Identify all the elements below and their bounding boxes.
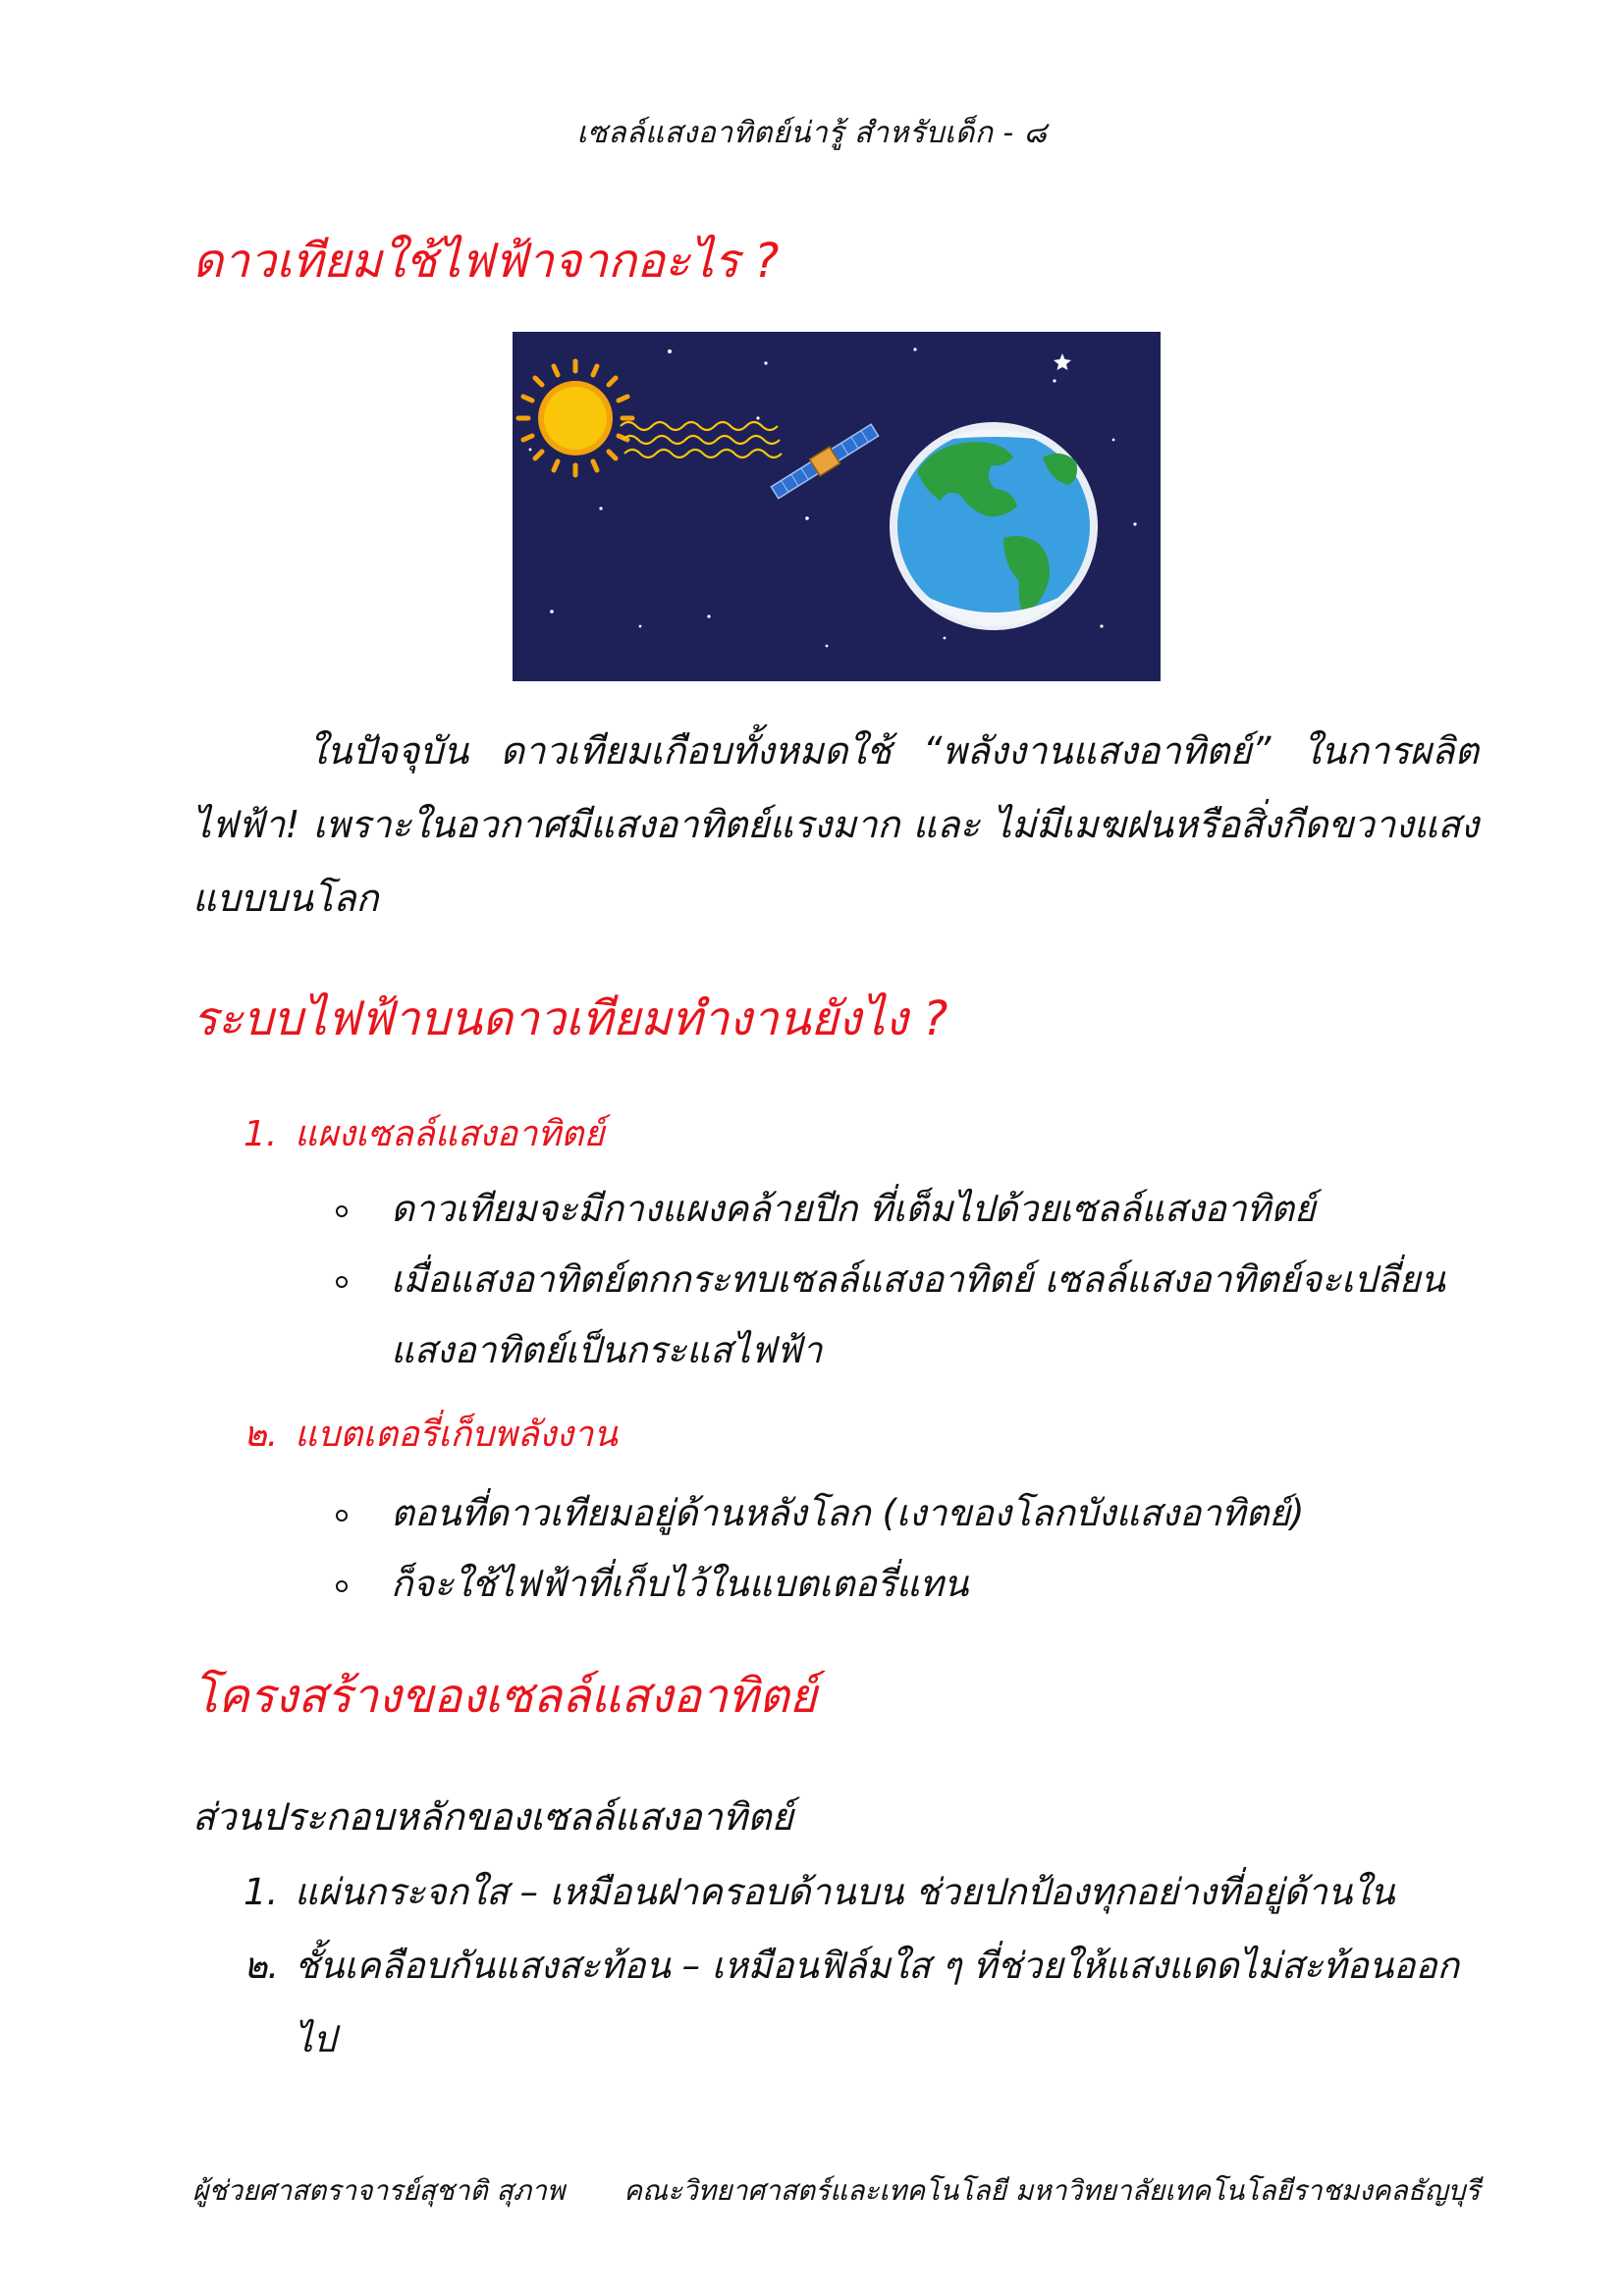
list-text: ชั้นเคลือบกันแสงสะท้อน – เหมือนฟิล์มใส ๆ ที่ช่วยให้แสงแดดไม่สะท้อนออกไป (295, 1945, 1460, 2060)
subheading-title: แผงเซลล์แสงอาทิตย์ (295, 1114, 605, 1154)
satellite-power-paragraph: ในปัจจุบัน ดาวเทียมเกือบทั้งหมดใช้ “พลังงานแสงอาทิตย์” ในการผลิตไฟฟ้า! เพราะในอวกาศมีแสงอาทิตย์แรงมาก และ ไม่มีเมฆฝนหรือสิ่งกีดขวางแสงแบบบนโลก (192, 729, 1479, 920)
list-item (244, 1855, 1483, 1929)
bullet-text: ดาวเทียมจะมีกางแผงคล้ายปีก ที่เต็มไปด้วยเซลล์แสงอาทิตย์ (391, 1188, 1316, 1230)
earth-icon (890, 422, 1098, 630)
structure-intro: ส่วนประกอบหลักของเซลล์แสงอาทิตย์ (192, 1795, 793, 1839)
section-heading-solar-cell-structure: โครงสร้างของเซลล์แสงอาทิตย์ (192, 1669, 817, 1724)
subheading-title: แบตเตอรี่เก็บพลังงาน (295, 1415, 618, 1455)
footer-department: คณะวิทยาศาสตร์และเทคโนโลยี มหาวิทยาลัยเทคโนโลยีราชมงคลธัญบุรี (623, 2174, 1481, 2207)
satellite-illustration (513, 332, 1161, 681)
list-text: แผ่นกระจกใส – เหมือนฝาครอบด้านบน ช่วยปกป้องทุกอย่างที่อยู่ด้านใน (295, 1871, 1395, 1913)
bullet-text: เมื่อแสงอาทิตย์ตกกระทบเซลล์แสงอาทิตย์ เซลล์แสงอาทิตย์จะเปลี่ยนแสงอาทิตย์เป็นกระแสไฟฟ้า (391, 1258, 1445, 1371)
section-heading-satellite-system: ระบบไฟฟ้าบนดาวเทียมทำงานยังไง ? (192, 991, 948, 1046)
list-item (336, 1549, 1485, 1620)
list-item (336, 1174, 1485, 1245)
subheading-number: 1. (244, 1114, 278, 1154)
list-item (336, 1478, 1485, 1549)
subheading-solar-panels (244, 1105, 605, 1161)
battery-bullets (336, 1478, 1485, 1620)
list-number: ๒. (244, 1945, 280, 1987)
solar-panel-bullets (336, 1174, 1485, 1386)
footer-author: ผู้ช่วยศาสตราจารย์สุชาติ สุภาพ (192, 2174, 566, 2207)
section-heading-satellite-power: ดาวเทียมใช้ไฟฟ้าจากอะไร ? (192, 234, 780, 289)
list-number: 1. (244, 1871, 279, 1913)
bullet-circle-icon (336, 1510, 348, 1522)
page-header: เซลล์แสงอาทิตย์น่ารู้ สำหรับเด็ก - ๘ (576, 116, 1048, 150)
bullet-text: ตอนที่ดาวเทียมอยู่ด้านหลังโลก (เงาของโลกบังแสงอาทิตย์) (391, 1492, 1305, 1534)
list-item (336, 1245, 1485, 1386)
bullet-text: ก็จะใช้ไฟฟ้าที่เก็บไว้ในแบตเตอรี่แทน (391, 1563, 969, 1605)
subheading-battery (244, 1406, 618, 1462)
structure-list (244, 1855, 1483, 2076)
bullet-circle-icon (336, 1205, 348, 1217)
subheading-number: ๒. (244, 1415, 279, 1455)
bullet-circle-icon (336, 1276, 348, 1288)
list-item (244, 1929, 1483, 2076)
bullet-circle-icon (336, 1580, 348, 1592)
page-footer (192, 2169, 1481, 2213)
